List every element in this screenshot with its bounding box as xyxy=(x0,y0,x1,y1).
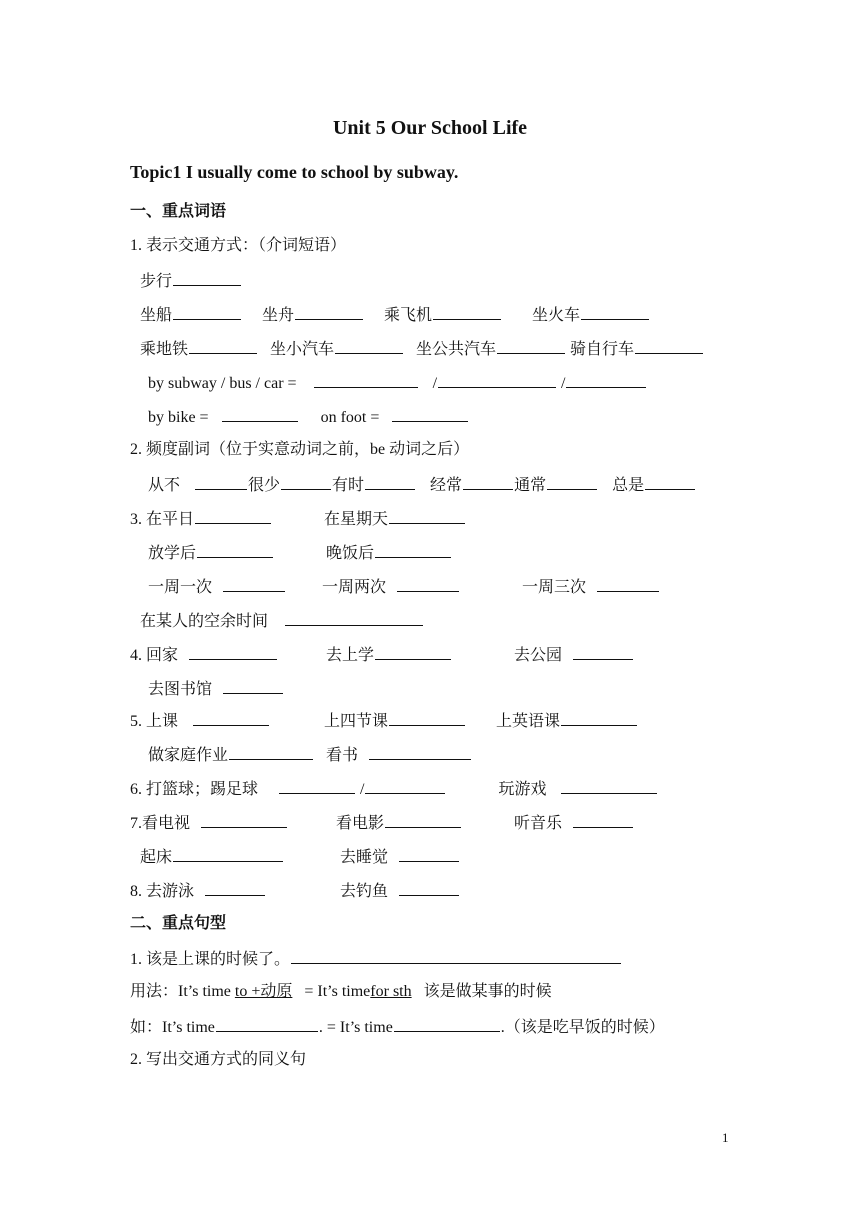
answer-blank[interactable] xyxy=(385,812,461,828)
item-3-row-4 xyxy=(140,610,424,632)
answer-blank[interactable] xyxy=(365,778,445,794)
usage-for-sth: for sth xyxy=(370,983,412,1000)
boat-label: 坐舟 xyxy=(262,307,295,324)
item-2-label: 2. 频度副词（位于实意动词之前，be 动词之后） xyxy=(130,441,470,458)
answer-blank[interactable] xyxy=(597,576,659,592)
answer-blank[interactable] xyxy=(195,508,271,524)
bus-label: 坐公共汽车 xyxy=(416,341,497,358)
sentence-1-prompt: 1. 该是上课的时候了。 xyxy=(130,951,291,968)
ship-label: 坐船 xyxy=(140,307,173,324)
answer-blank[interactable] xyxy=(314,372,418,388)
answer-blank[interactable] xyxy=(645,474,695,490)
answer-blank[interactable] xyxy=(463,474,513,490)
answer-blank[interactable] xyxy=(285,610,423,626)
item-1-row-4 xyxy=(148,372,647,394)
after-supper-label: 晚饭后 xyxy=(326,545,375,562)
answer-blank[interactable] xyxy=(635,338,703,354)
item-6-row xyxy=(130,778,658,800)
item-1-row-1 xyxy=(140,270,242,292)
go-to-library-label: 去图书馆 xyxy=(148,681,213,698)
watch-tv-label: 7.看电视 xyxy=(130,815,191,832)
item-3-row-2 xyxy=(148,542,452,564)
have-class-label: 5. 上课 xyxy=(130,713,179,730)
item-5-row-2 xyxy=(148,744,472,766)
go-to-bed-label: 去睡觉 xyxy=(340,849,389,866)
go-swimming-label: 8. 去游泳 xyxy=(130,883,195,900)
seldom-label: 很少 xyxy=(248,477,281,494)
answer-blank[interactable] xyxy=(216,1016,318,1032)
document-title: Unit 5 Our School Life xyxy=(332,117,528,139)
slash: / xyxy=(432,375,438,392)
answer-blank[interactable] xyxy=(223,576,285,592)
go-fishing-label: 去钓鱼 xyxy=(340,883,389,900)
free-time-label: 在某人的空余时间 xyxy=(140,613,269,630)
answer-blank[interactable] xyxy=(295,304,363,320)
usage-equals: = It’s time xyxy=(304,983,371,1000)
plane-label: 乘飞机 xyxy=(384,307,433,324)
answer-blank[interactable] xyxy=(369,744,471,760)
answer-blank[interactable] xyxy=(566,372,646,388)
answer-blank[interactable] xyxy=(193,710,269,726)
answer-blank[interactable] xyxy=(281,474,331,490)
answer-blank[interactable] xyxy=(173,270,241,286)
item-1-row-5 xyxy=(148,406,469,428)
item-4-row-1 xyxy=(130,644,634,666)
go-home-label: 4. 回家 xyxy=(130,647,179,664)
item-2-row xyxy=(148,474,696,496)
item-8-row xyxy=(130,880,460,902)
listen-music-label: 听音乐 xyxy=(514,815,563,832)
slash: / xyxy=(360,781,365,798)
read-books-label: 看书 xyxy=(326,747,359,764)
subway-label: 乘地铁 xyxy=(140,341,189,358)
example-end: .（该是吃早饭的时候） xyxy=(500,1019,665,1036)
sentence-1 xyxy=(130,948,622,970)
answer-blank[interactable] xyxy=(399,880,459,896)
get-up-label: 起床 xyxy=(140,849,173,866)
go-to-school-label: 去上学 xyxy=(326,647,375,664)
answer-blank[interactable] xyxy=(375,644,451,660)
item-1-label: 1. 表示交通方式：（介词短语） xyxy=(130,237,347,254)
item-4-row-2 xyxy=(148,678,284,700)
answer-blank[interactable] xyxy=(222,406,298,422)
answer-blank[interactable] xyxy=(573,812,633,828)
answer-blank[interactable] xyxy=(375,542,451,558)
answer-blank[interactable] xyxy=(397,576,459,592)
section-heading-sentences: 二、重点句型 xyxy=(130,915,227,932)
on-foot-label: on foot = xyxy=(320,409,380,426)
go-to-park-label: 去公园 xyxy=(514,647,563,664)
answer-blank[interactable] xyxy=(547,474,597,490)
answer-blank[interactable] xyxy=(335,338,403,354)
never-label: 从不 xyxy=(148,477,181,494)
answer-blank[interactable] xyxy=(195,474,247,490)
answer-blank[interactable] xyxy=(399,846,459,862)
bike-label: 骑自行车 xyxy=(570,341,635,358)
section-heading-vocabulary: 一、重点词语 xyxy=(130,203,227,220)
often-label: 经常 xyxy=(430,477,463,494)
item-7-row-1 xyxy=(130,812,634,834)
answer-blank[interactable] xyxy=(392,406,468,422)
english-class-label: 上英语课 xyxy=(496,713,561,730)
item-3-row-1 xyxy=(130,508,466,530)
three-times-label: 一周三次 xyxy=(522,579,587,596)
answer-blank[interactable] xyxy=(561,710,637,726)
answer-blank[interactable] xyxy=(561,778,657,794)
answer-blank[interactable] xyxy=(279,778,355,794)
slash: / xyxy=(561,375,566,392)
after-school-label: 放学后 xyxy=(148,545,197,562)
once-a-week-label: 一周一次 xyxy=(148,579,213,596)
answer-blank[interactable] xyxy=(189,644,277,660)
train-label: 坐火车 xyxy=(532,307,581,324)
answer-blank[interactable] xyxy=(433,304,501,320)
answer-blank[interactable] xyxy=(197,542,273,558)
topic-heading: Topic1 I usually come to school by subway. xyxy=(130,162,459,182)
basketball-football-label: 6. 打篮球；踢足球 xyxy=(130,781,259,798)
answer-blank[interactable] xyxy=(365,474,415,490)
item-3-row-3 xyxy=(148,576,660,598)
answer-blank[interactable] xyxy=(223,678,283,694)
homework-label: 做家庭作业 xyxy=(148,747,229,764)
example-line xyxy=(130,1016,665,1038)
answer-blank[interactable] xyxy=(189,338,257,354)
usage-to-infinitive: to +动原 xyxy=(234,983,293,1000)
item-1-row-3 xyxy=(140,338,704,360)
by-transport-label: by subway / bus / car = xyxy=(148,375,297,392)
answer-blank[interactable] xyxy=(394,1016,500,1032)
sometimes-label: 有时 xyxy=(332,477,365,494)
answer-blank[interactable] xyxy=(389,710,465,726)
answer-blank[interactable] xyxy=(201,812,287,828)
example-prefix: 如：It’s time xyxy=(130,1019,215,1036)
sentence-2: 2. 写出交通方式的同义句 xyxy=(130,1051,307,1068)
answer-blank[interactable] xyxy=(497,338,565,354)
usage-prefix: 用法：It’s time xyxy=(130,983,231,1000)
usage-note: 该是做某事的时候 xyxy=(423,983,552,1000)
car-label: 坐小汽车 xyxy=(270,341,335,358)
answer-blank[interactable] xyxy=(438,372,556,388)
example-mid: . = It’s time xyxy=(318,1019,393,1036)
answer-blank[interactable] xyxy=(229,744,313,760)
item-7-row-2 xyxy=(140,846,460,868)
play-games-label: 玩游戏 xyxy=(498,781,547,798)
answer-blank[interactable] xyxy=(205,880,265,896)
four-classes-label: 上四节课 xyxy=(324,713,389,730)
see-movie-label: 看电影 xyxy=(336,815,385,832)
twice-a-week-label: 一周两次 xyxy=(322,579,387,596)
usage-line xyxy=(130,982,552,1002)
item-1-row-2 xyxy=(140,304,650,326)
item-5-row-1 xyxy=(130,710,638,732)
page-number: 1 xyxy=(722,1130,729,1145)
weekdays-label: 3. 在平日 xyxy=(130,511,195,528)
always-label: 总是 xyxy=(612,477,645,494)
answer-blank[interactable] xyxy=(581,304,649,320)
answer-blank[interactable] xyxy=(389,508,465,524)
answer-blank[interactable] xyxy=(173,304,241,320)
walk-label: 步行 xyxy=(140,273,173,290)
by-bike-label: by bike = xyxy=(148,409,209,426)
answer-blank[interactable] xyxy=(173,846,283,862)
answer-blank[interactable] xyxy=(291,948,621,964)
usually-label: 通常 xyxy=(514,477,547,494)
sunday-label: 在星期天 xyxy=(324,511,389,528)
answer-blank[interactable] xyxy=(573,644,633,660)
